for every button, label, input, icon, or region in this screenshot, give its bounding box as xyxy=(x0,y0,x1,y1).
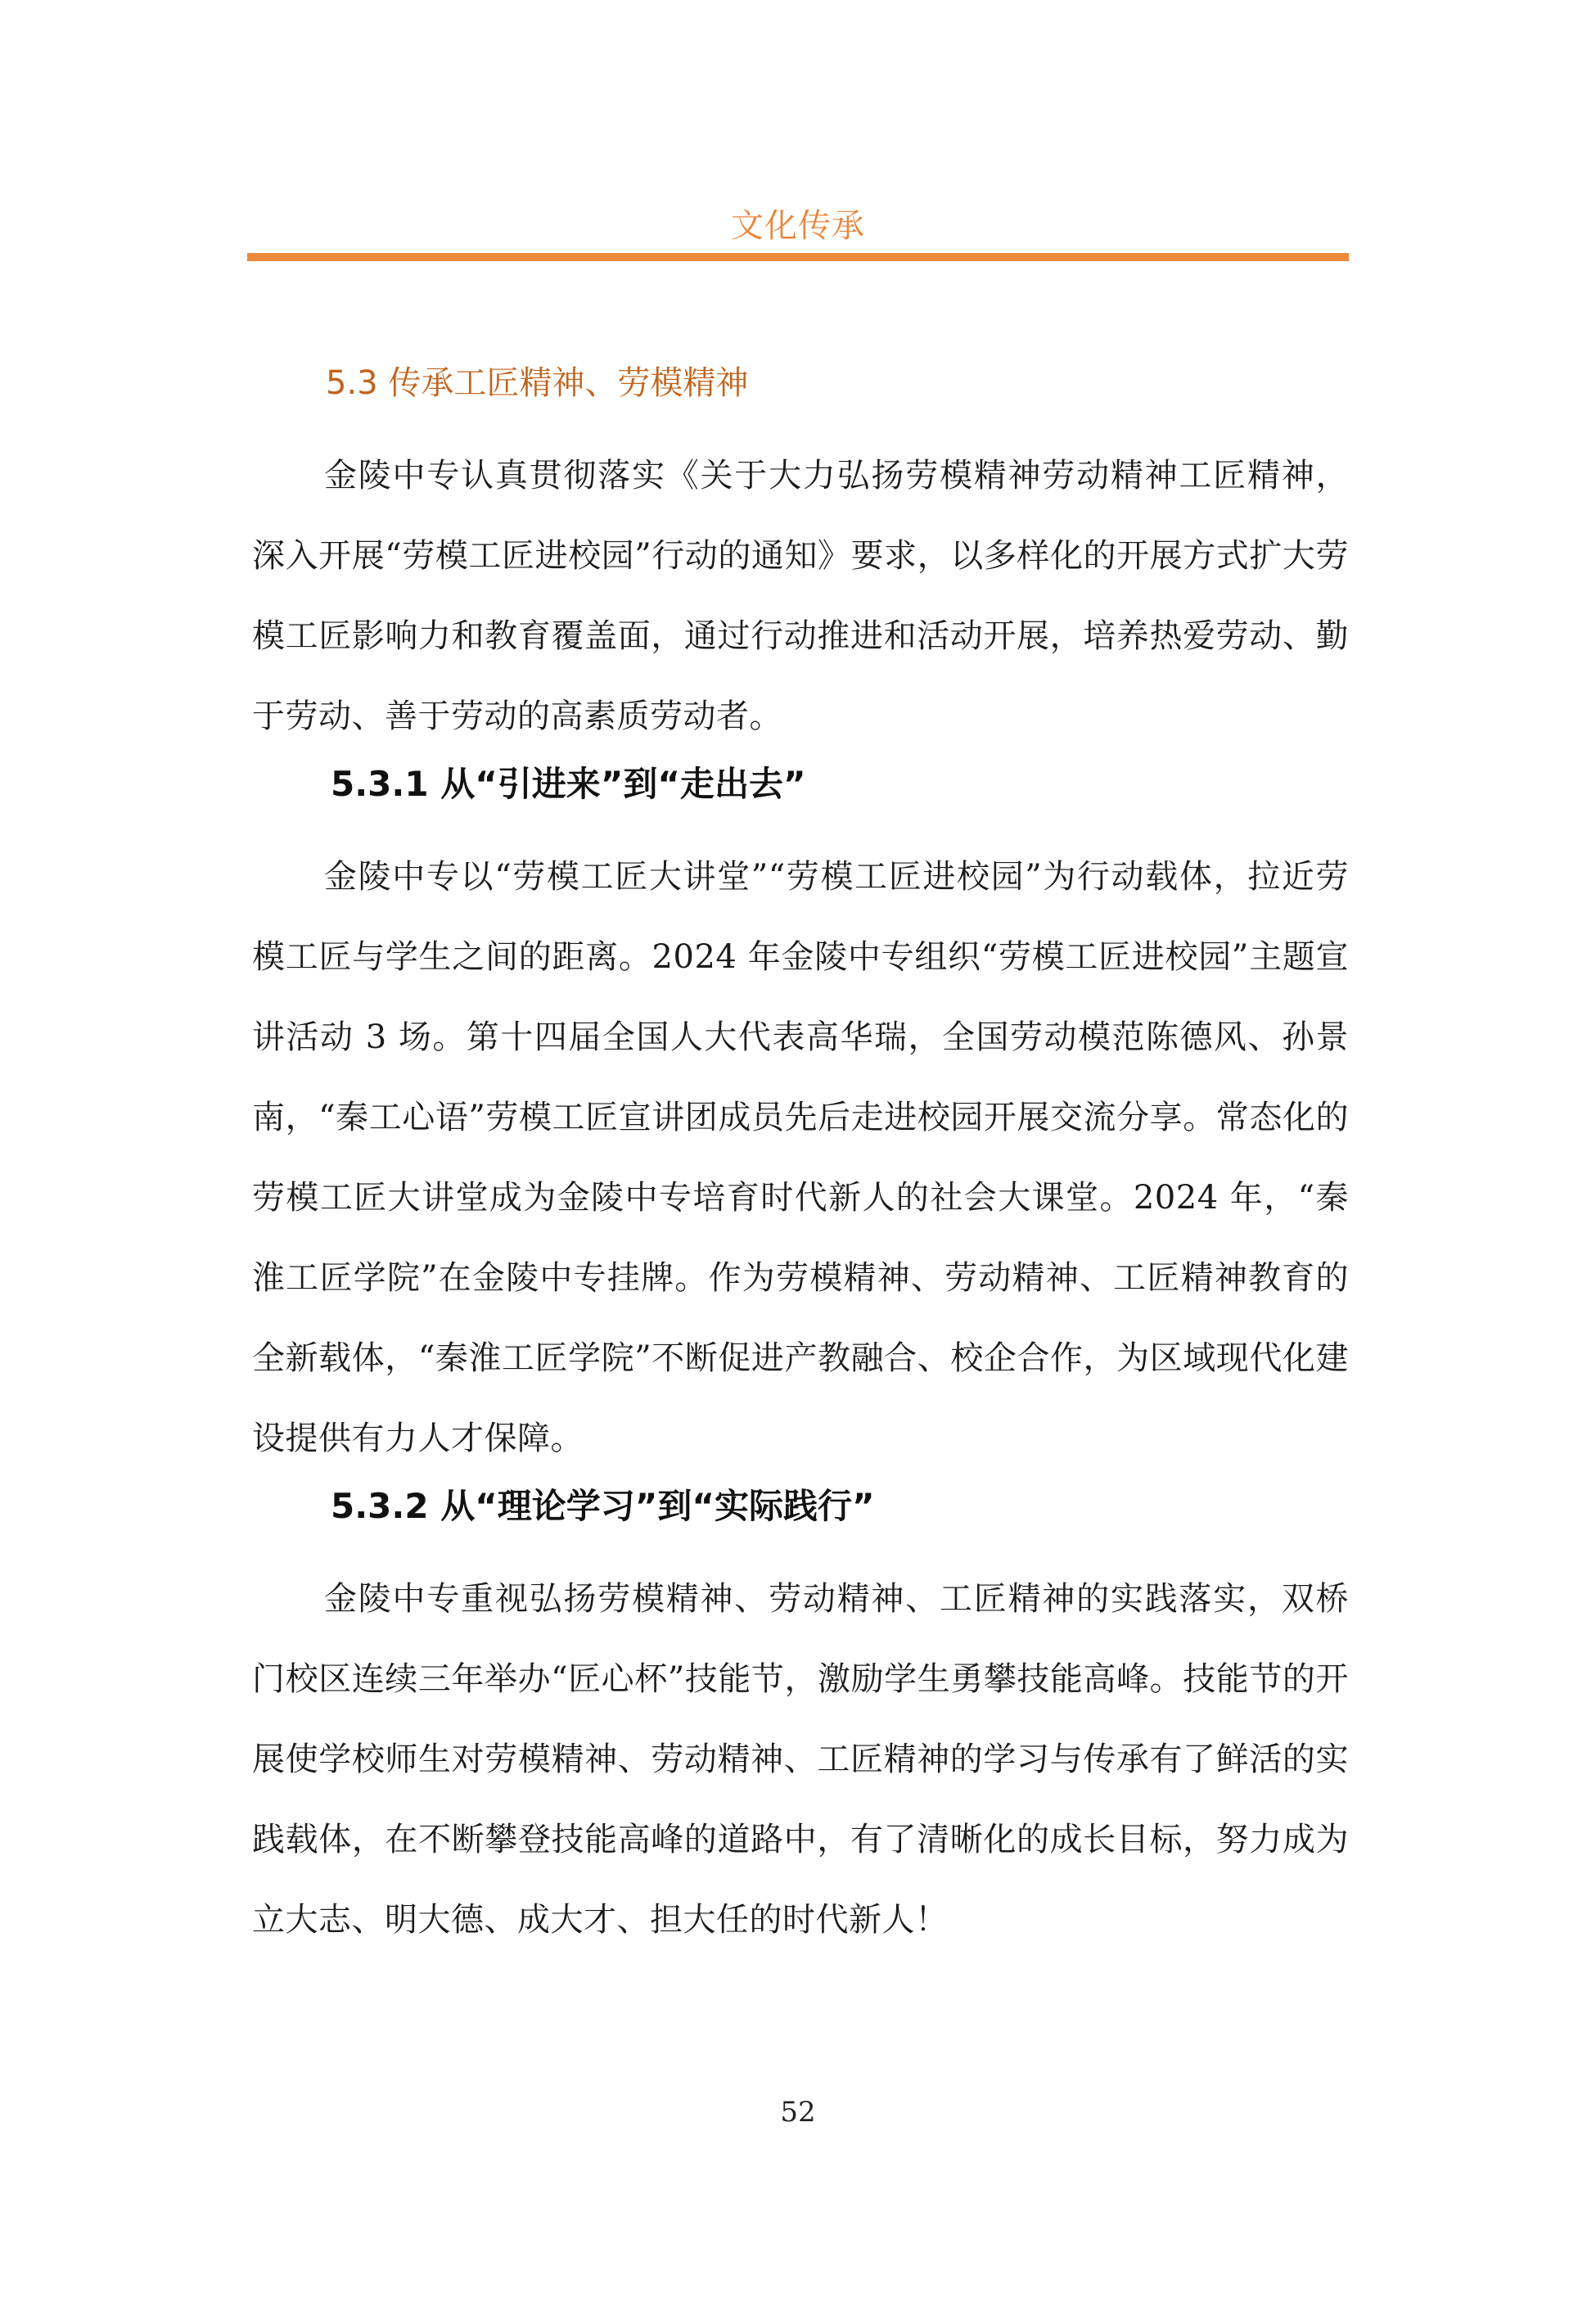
page-content xyxy=(252,360,1349,1963)
subsection-body-1: 金陵中专以“劳模工匠大讲堂”“劳模工匠进校园”为行动载体，拉近劳模工匠与学生之间的距离。2024 年金陵中专组织“劳模工匠进校园”主题宣讲活动 3 场。第十四届全国人大代表高华瑞，全国劳动模范陈德风、孙景南，“秦工心语”劳模工匠宣讲团成员先后走进校园开展交流分享。常态化的劳模工匠大讲堂成为金陵中专培育时代新人的社会大课堂。2024 年，“秦淮工匠学院”在金陵中专挂牌。作为劳模精神、劳动精神、工匠精神教育的全新载体，“秦淮工匠学院”不断促进产教融合、校企合作，为区域现代化建设提供有力人才保障。 xyxy=(252,858,1349,1457)
page-number: 52 xyxy=(780,2096,816,2129)
subsection-heading-1: 5.3.1 从“引进来”到“走出去” xyxy=(331,764,806,804)
header-divider xyxy=(247,253,1349,261)
subsection-heading-2: 5.3.2 从“理论学习”到“实际践行” xyxy=(331,1486,875,1526)
section-intro-paragraph: 金陵中专认真贯彻落实《关于大力弘扬劳模精神劳动精神工匠精神，深入开展“劳模工匠进校园”行动的通知》要求，以多样化的开展方式扩大劳模工匠影响力和教育覆盖面，通过行动推进和活动开展，培养热爱劳动、勤于劳动、善于劳动的高素质劳动者。 xyxy=(252,457,1349,735)
running-header-title: 文化传承 xyxy=(731,207,865,245)
section-heading: 5.3 传承工匠精神、劳模精神 xyxy=(326,364,749,402)
subsection-body-2: 金陵中专重视弘扬劳模精神、劳动精神、工匠精神的实践落实，双桥门校区连续三年举办“匠心杯”技能节，激励学生勇攀技能高峰。技能节的开展使学校师生对劳模精神、劳动精神、工匠精神的学习与传承有了鲜活的实践载体，在不断攀登技能高峰的道路中，有了清晰化的成长目标，努力成为立大志、明大德、成大才、担大任的时代新人！ xyxy=(252,1580,1349,1939)
